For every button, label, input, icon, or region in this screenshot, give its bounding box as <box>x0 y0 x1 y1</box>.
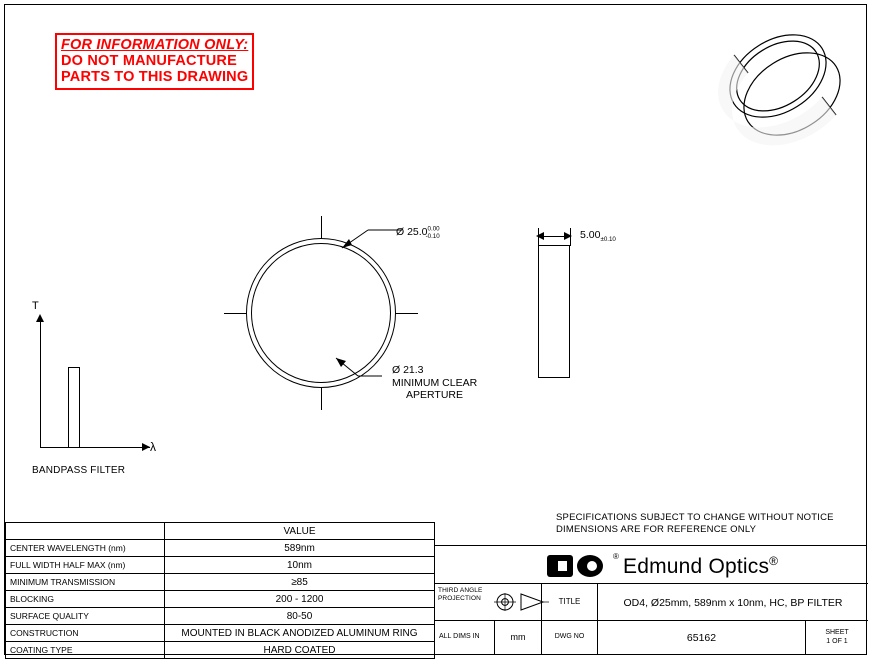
sheet-cell <box>806 621 868 655</box>
dwg-no-label: DWG NO <box>554 633 585 640</box>
spec-header-blank <box>6 523 165 540</box>
title-label-cell <box>542 584 598 620</box>
spec-value-coating-type: HARD COATED <box>165 642 435 659</box>
x-axis-arrow <box>142 443 150 451</box>
spec-key-fwhm: FULL WIDTH HALF MAX (nm) <box>6 557 165 574</box>
spec-value-blocking: 200 - 1200 <box>165 591 435 608</box>
stamp-line-1: FOR INFORMATION ONLY: <box>61 37 249 53</box>
specification-table <box>5 522 435 659</box>
projection-cell <box>435 584 542 620</box>
note-line-1: SPECIFICATIONS SUBJECT TO CHANGE WITHOUT NOTICE <box>556 512 834 523</box>
note-line-2: DIMENSIONS ARE FOR REFERENCE ONLY <box>556 524 757 535</box>
y-axis-label: T <box>32 300 39 312</box>
thickness-dimension <box>580 229 616 243</box>
thickness-arrow-left <box>536 232 544 240</box>
spec-key-center-wavelength: CENTER WAVELENGTH (nm) <box>6 540 165 557</box>
spec-key-construction: CONSTRUCTION <box>6 625 165 642</box>
information-only-stamp <box>55 33 254 90</box>
company-registered-mark: ® <box>769 554 779 568</box>
thickness-value: 5.00 <box>580 229 601 241</box>
stamp-line-2: DO NOT MANUFACTURE <box>61 53 237 69</box>
sheet-value: 1 OF 1 <box>826 638 848 645</box>
spec-value-center-wavelength: 589nm <box>165 540 435 557</box>
table-row <box>6 642 435 659</box>
bandpass-curve <box>68 367 80 447</box>
clear-aperture-value: Ø 21.3 <box>392 364 424 376</box>
table-row <box>6 540 435 557</box>
outer-diameter-dimension <box>396 226 440 240</box>
spec-header-value: VALUE <box>165 523 435 540</box>
clear-aperture-note-2: APERTURE <box>406 389 463 401</box>
logo-shape-c-cut <box>558 561 567 571</box>
thickness-tolerance: ±0.10 <box>600 236 616 244</box>
spec-key-surface-quality: SURFACE QUALITY <box>6 608 165 625</box>
table-row <box>6 625 435 642</box>
spec-key-blocking: BLOCKING <box>6 591 165 608</box>
spec-value-fwhm: 10nm <box>165 557 435 574</box>
logo-row <box>435 546 868 584</box>
units-value: mm <box>510 632 526 642</box>
drawing-title: OD4, Ø25mm, 589nm x 10nm, HC, BP FILTER <box>623 597 843 609</box>
details-row <box>435 621 868 655</box>
side-view-profile <box>538 245 570 378</box>
units-label: ALL DIMS IN <box>439 633 480 640</box>
bandpass-plot <box>18 300 158 475</box>
dwg-no-label-cell <box>542 621 598 655</box>
outer-diameter-value: Ø 25.0 <box>396 226 428 238</box>
plot-caption: BANDPASS FILTER <box>32 465 126 476</box>
spec-key-coating-type: COATING TYPE <box>6 642 165 659</box>
isometric-view <box>700 18 860 178</box>
projection-label: THIRD ANGLE PROJECTION <box>438 587 483 602</box>
table-row <box>6 591 435 608</box>
table-row <box>6 557 435 574</box>
edmund-optics-logo-icon <box>547 555 607 577</box>
clear-aperture-leader <box>330 352 390 382</box>
y-axis-arrow <box>36 314 44 322</box>
units-value-cell <box>495 621 542 655</box>
logo-shape-o-cut <box>587 561 597 571</box>
isometric-filter-ring <box>700 18 860 178</box>
drawing-notes <box>556 512 834 536</box>
logo-registered-mark: ® <box>613 552 619 561</box>
clear-aperture-note-1: MINIMUM CLEAR <box>392 376 478 389</box>
sheet-label: SHEET <box>825 629 849 636</box>
dwg-no-value: 65162 <box>686 632 717 644</box>
units-label-cell <box>435 621 495 655</box>
thickness-arrow-right <box>564 232 572 240</box>
title-label: TITLE <box>558 597 581 606</box>
x-axis-label: λ <box>150 440 156 454</box>
title-value-cell <box>598 584 868 620</box>
table-row-header <box>6 523 435 540</box>
company-name: Edmund Optics® <box>623 554 779 578</box>
outer-diameter-tol-lower: -0.10 <box>425 233 440 241</box>
x-axis <box>40 447 150 448</box>
table-row <box>6 608 435 625</box>
dwg-no-value-cell <box>598 621 806 655</box>
spec-value-surface-quality: 80-50 <box>165 608 435 625</box>
stamp-line-3: PARTS TO THIS DRAWING <box>61 69 249 85</box>
spec-key-minimum-transmission: MINIMUM TRANSMISSION <box>6 574 165 591</box>
outer-diameter-tol-upper: 0.00 <box>427 225 440 233</box>
title-row <box>435 584 868 621</box>
y-axis <box>40 322 41 447</box>
title-block <box>434 545 867 655</box>
table-row <box>6 574 435 591</box>
spec-value-minimum-transmission: ≥85 <box>165 574 435 591</box>
spec-value-construction: MOUNTED IN BLACK ANODIZED ALUMINUM RING <box>165 625 435 642</box>
clear-aperture-dimension <box>392 364 477 402</box>
